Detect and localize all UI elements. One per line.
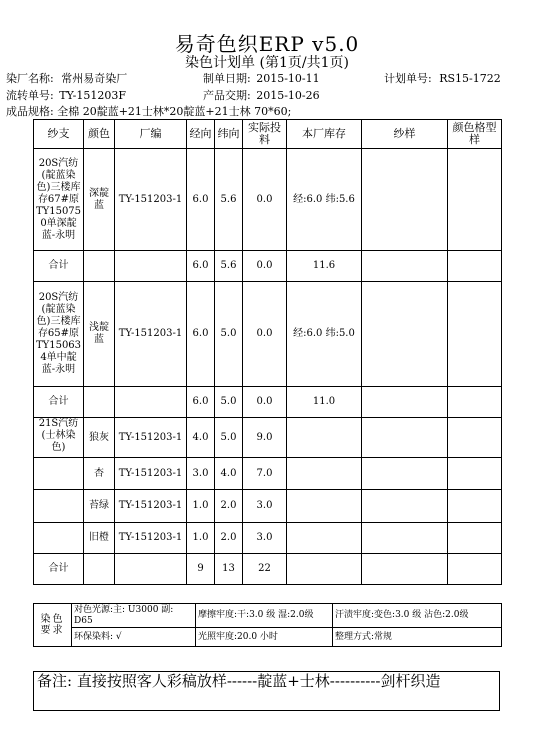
flow-no-label: 流转单号: <box>6 89 54 102</box>
color-sample-cell <box>448 523 502 554</box>
col-yarn-sample: 纱样 <box>362 120 448 149</box>
light-fastness: 光照牢度:20.0 小时 <box>196 628 333 647</box>
total-label: 合计 <box>34 387 84 418</box>
flow-no-value: TY-151203F <box>59 89 126 102</box>
eco-dye: 环保染料: √ <box>72 628 196 647</box>
code-cell: TY-151203-1 <box>115 490 187 523</box>
color-sample-cell <box>448 282 502 387</box>
table-row <box>34 490 502 523</box>
weft-cell: 5.0 <box>215 282 243 387</box>
col-warp: 经向 <box>187 120 215 149</box>
color-sample-cell <box>448 490 502 523</box>
yarn-cell <box>34 458 84 490</box>
warp-cell: 6.0 <box>187 149 215 251</box>
yarn-cell: 21S汽纺(士林染色) <box>34 418 84 458</box>
make-date-row <box>203 70 320 86</box>
dye-requirements-table <box>33 603 502 647</box>
total-label: 合计 <box>34 251 84 282</box>
color-sample-cell <box>448 149 502 251</box>
stock-cell: 经:6.0 纬:5.6 <box>287 149 362 251</box>
total-row <box>34 251 502 282</box>
code-cell: TY-151203-1 <box>115 523 187 554</box>
stock-cell <box>287 490 362 523</box>
delivery-row <box>203 87 320 103</box>
total-stock: 11.6 <box>287 251 362 282</box>
table-header-row <box>34 120 502 149</box>
yarn-sample-cell <box>362 282 448 387</box>
total-row <box>34 554 502 585</box>
light-source: 对色光源:主: U3000 副: D65 <box>72 604 196 628</box>
table-row <box>34 523 502 554</box>
plan-no-value: RS15-1722 <box>439 72 501 85</box>
actual-cell: 9.0 <box>243 418 287 458</box>
document-subtitle: 染色计划单 (第1页/共1页) <box>185 55 349 71</box>
remarks-box: 备注: 直接按照客人彩稿放样------靛蓝+士林----------剑杆织造 <box>33 671 500 711</box>
total-actual: 0.0 <box>243 387 287 418</box>
warp-cell: 4.0 <box>187 418 215 458</box>
table-row <box>34 149 502 251</box>
warp-cell: 1.0 <box>187 490 215 523</box>
warp-cell: 6.0 <box>187 282 215 387</box>
color-cell: 深靛蓝 <box>84 149 115 251</box>
warp-cell: 1.0 <box>187 523 215 554</box>
spec-value: 全棉 20靛蓝+21士林*20靛蓝+21士林 70*60; <box>57 105 292 118</box>
color-cell: 旧橙 <box>84 523 115 554</box>
total-warp: 6.0 <box>187 387 215 418</box>
actual-cell: 3.0 <box>243 490 287 523</box>
make-date-value: 2015-10-11 <box>256 72 320 85</box>
yarn-sample-cell <box>362 458 448 490</box>
finishing-method: 整理方式:常规 <box>333 628 502 647</box>
table-row <box>34 458 502 490</box>
yarn-cell: 20S汽纺(靛蓝染色)三楼库存65#原TY150634单中靛蓝-永明 <box>34 282 84 387</box>
factory-label: 染厂名称: <box>6 72 54 85</box>
make-date-label: 制单日期: <box>203 72 251 85</box>
col-color: 颜色 <box>84 120 115 149</box>
spec-label: 成品规格: <box>6 105 54 118</box>
total-actual: 22 <box>243 554 287 585</box>
color-sample-cell <box>448 458 502 490</box>
weft-cell: 5.0 <box>215 418 243 458</box>
requirements-row <box>34 604 502 628</box>
color-cell: 杏 <box>84 458 115 490</box>
weft-cell: 2.0 <box>215 490 243 523</box>
col-weft: 纬向 <box>215 120 243 149</box>
requirements-label: 染色要求 <box>34 604 72 647</box>
plan-no-row <box>384 70 501 86</box>
stock-cell: 经:6.0 纬:5.0 <box>287 282 362 387</box>
spec-row <box>6 103 291 119</box>
color-sample-cell <box>448 418 502 458</box>
total-label: 合计 <box>34 554 84 585</box>
yarn-cell <box>34 490 84 523</box>
table-row <box>34 418 502 458</box>
yarn-cell: 20S汽纺(靛蓝染色)三楼库存67#原TY150750单深靛蓝-永明 <box>34 149 84 251</box>
dye-plan-table <box>33 119 502 585</box>
factory-value: 常州易奇染厂 <box>61 72 128 85</box>
total-row <box>34 387 502 418</box>
factory-row <box>6 70 127 86</box>
weft-cell: 5.6 <box>215 149 243 251</box>
weft-cell: 4.0 <box>215 458 243 490</box>
yarn-sample-cell <box>362 418 448 458</box>
col-stock: 本厂库存 <box>287 120 362 149</box>
color-cell: 狼灰 <box>84 418 115 458</box>
code-cell: TY-151203-1 <box>115 458 187 490</box>
total-warp: 9 <box>187 554 215 585</box>
stock-cell <box>287 418 362 458</box>
yarn-sample-cell <box>362 149 448 251</box>
delivery-value: 2015-10-26 <box>256 89 320 102</box>
col-color-sample: 颜色格型样 <box>448 120 502 149</box>
requirements-row <box>34 628 502 647</box>
col-yarn: 纱支 <box>34 120 84 149</box>
document-title: 易奇色织ERP v5.0 <box>174 32 360 56</box>
col-actual: 实际投料 <box>243 120 287 149</box>
total-weft: 13 <box>215 554 243 585</box>
color-cell: 浅靛蓝 <box>84 282 115 387</box>
actual-cell: 7.0 <box>243 458 287 490</box>
col-code: 厂编 <box>115 120 187 149</box>
code-cell: TY-151203-1 <box>115 282 187 387</box>
code-cell: TY-151203-1 <box>115 149 187 251</box>
total-actual: 0.0 <box>243 251 287 282</box>
stock-cell <box>287 458 362 490</box>
yarn-sample-cell <box>362 523 448 554</box>
yarn-sample-cell <box>362 490 448 523</box>
plan-no-label: 计划单号: <box>384 72 432 85</box>
total-weft: 5.6 <box>215 251 243 282</box>
table-row <box>34 282 502 387</box>
warp-cell: 3.0 <box>187 458 215 490</box>
color-cell: 苔绿 <box>84 490 115 523</box>
flow-no-row <box>6 87 126 103</box>
stock-cell <box>287 523 362 554</box>
rub-fastness: 摩擦牢度:干:3.0 级 湿:2.0级 <box>196 604 333 628</box>
total-weft: 5.0 <box>215 387 243 418</box>
weft-cell: 2.0 <box>215 523 243 554</box>
actual-cell: 0.0 <box>243 282 287 387</box>
yarn-cell <box>34 523 84 554</box>
total-stock: 11.0 <box>287 387 362 418</box>
code-cell: TY-151203-1 <box>115 418 187 458</box>
total-warp: 6.0 <box>187 251 215 282</box>
actual-cell: 3.0 <box>243 523 287 554</box>
delivery-label: 产品交期: <box>203 89 251 102</box>
wash-fastness: 汗渍牢度:变色:3.0 级 沾色:2.0级 <box>333 604 502 628</box>
actual-cell: 0.0 <box>243 149 287 251</box>
total-stock <box>287 554 362 585</box>
